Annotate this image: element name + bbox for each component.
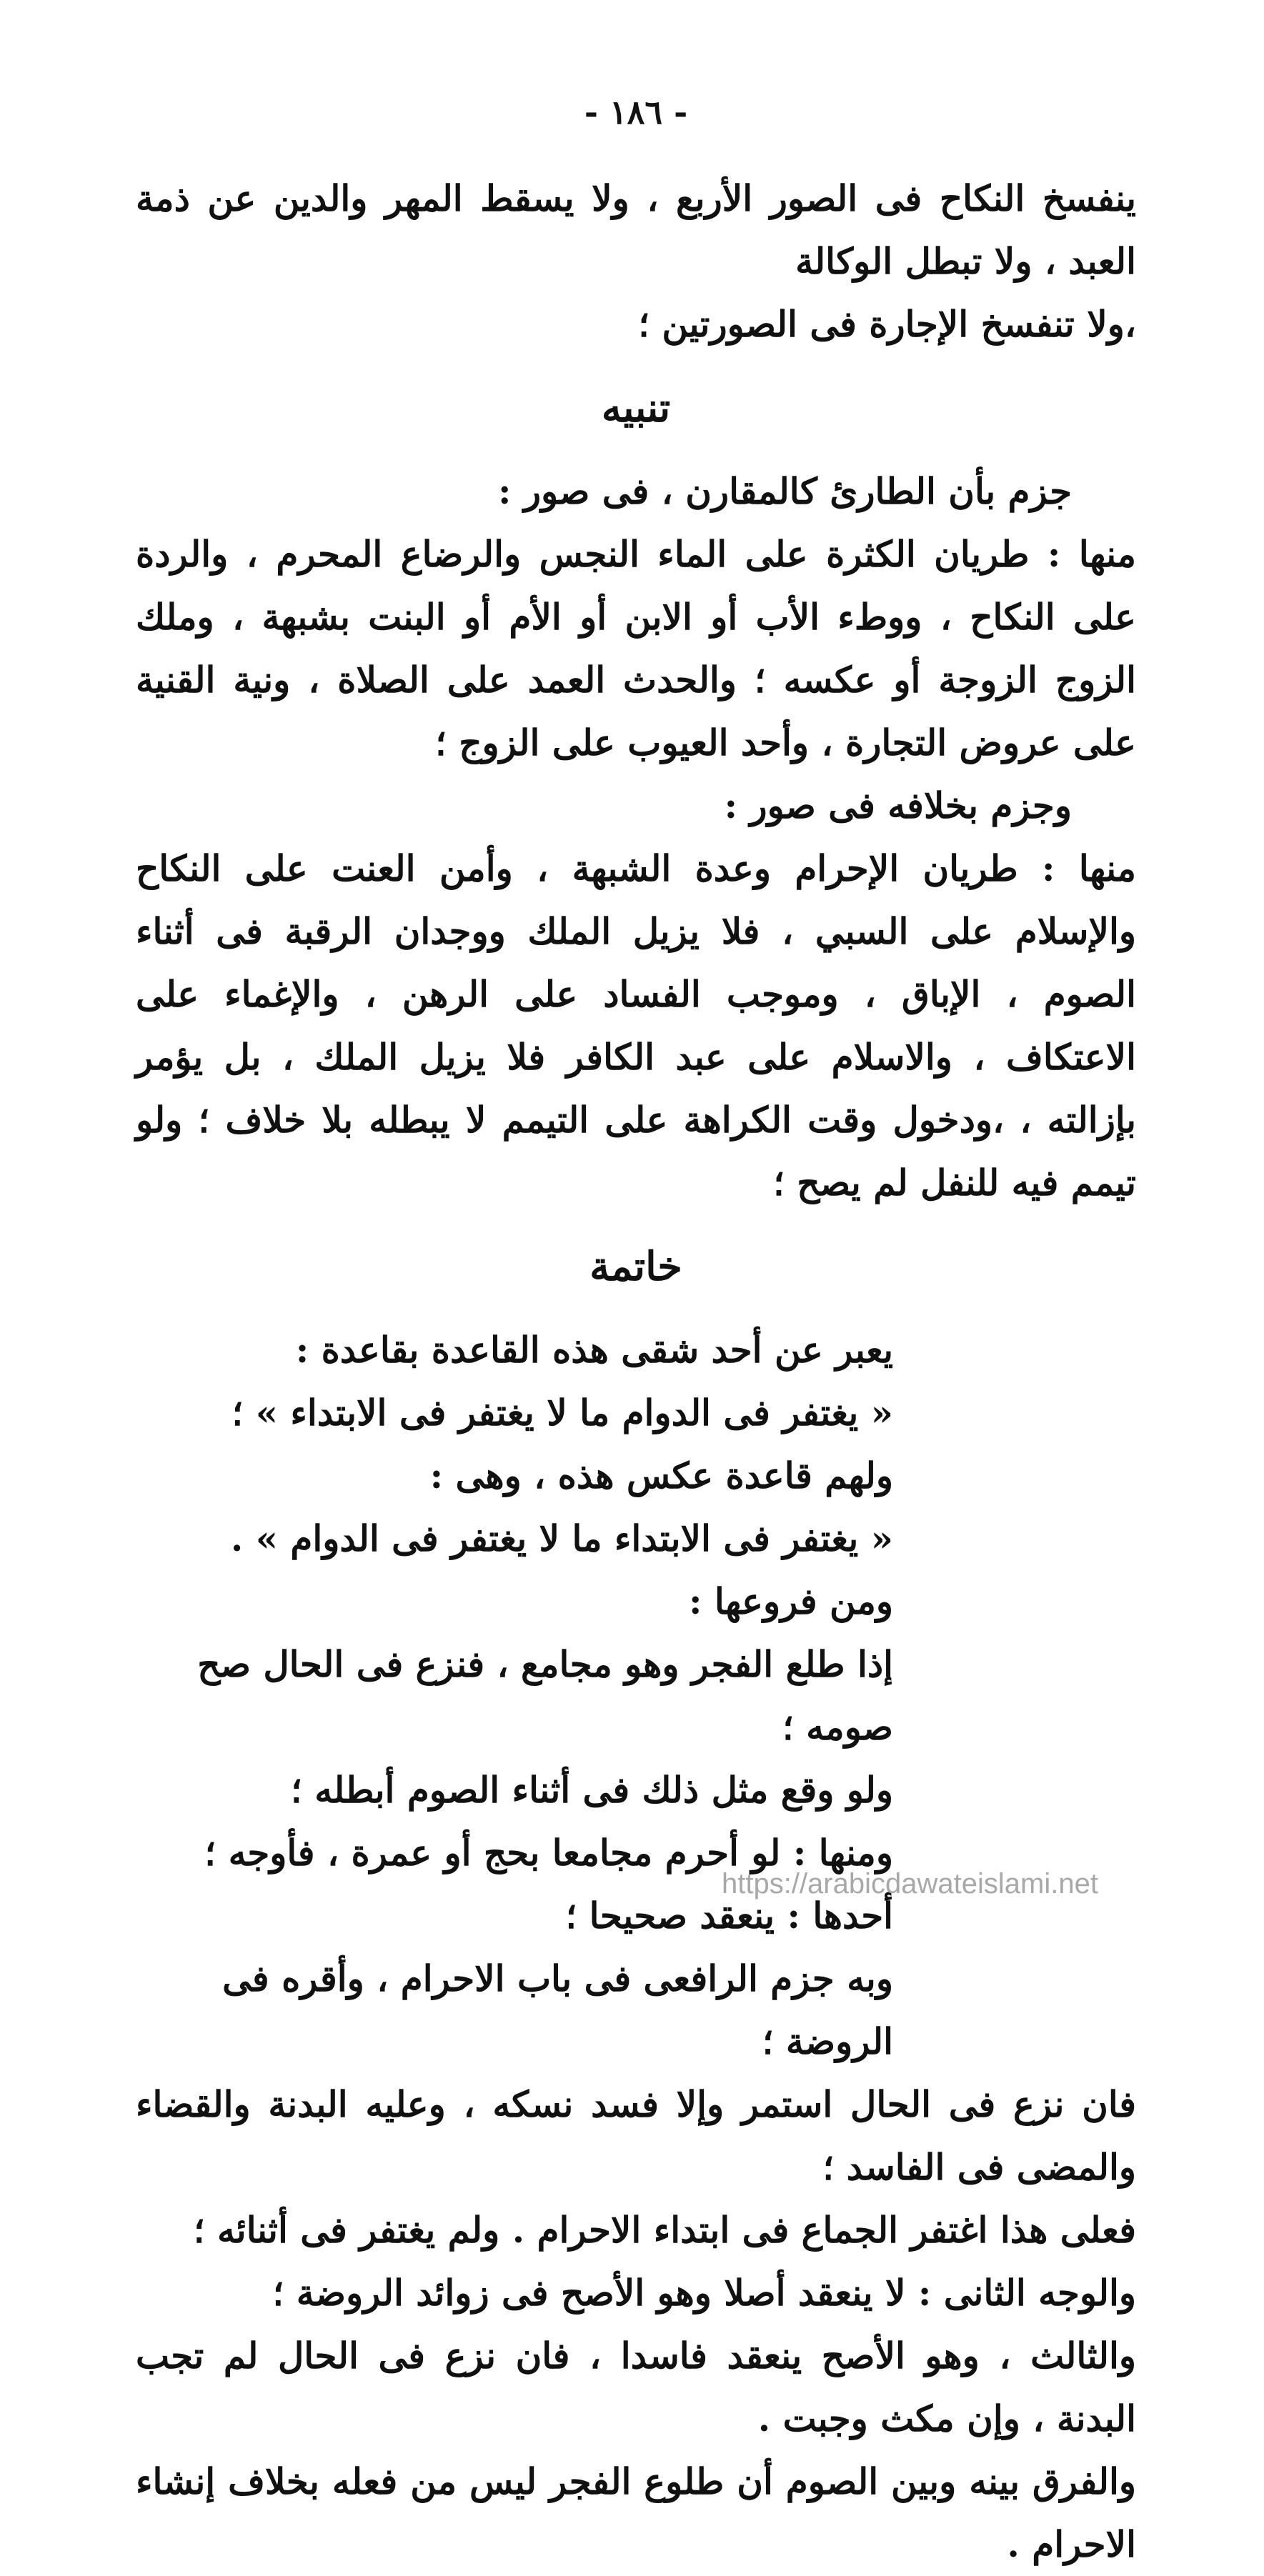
section2-line: ولو وقع مثل ذلك فى أثناء الصوم أبطله ؛	[290, 1769, 893, 1811]
section2-narrow-block	[136, 1319, 1136, 2073]
section2-line: وبه جزم الرافعى فى باب الاحرام ، وأقره فى الروضة ؛	[222, 1957, 893, 2062]
section-heading-khatima: خاتمة	[589, 1243, 682, 1290]
section-heading-tanbih: تنبيه	[601, 384, 671, 431]
document-page	[136, 93, 1136, 2576]
section2-full-line: والثالث ، وهو الأصح ينعقد فاسدا ، فان نزع فى الحال لم تجب البدنة ، وإن مكث وجبت .	[136, 2335, 1136, 2440]
section2-line: « يغتفر فى الدوام ما لا يغتفر فى الابتداء » ؛	[232, 1392, 893, 1434]
section2-line: « يغتفر فى الابتداء ما لا يغتفر فى الدوام » .	[230, 1517, 893, 1559]
section1-line-1: جزم بأن الطارئ كالمقارن ، فى صور :	[497, 470, 1072, 512]
section2-full-line: فان نزع فى الحال استمر وإلا فسد نسكه ، وعليه البدنة والقضاء والمضى فى الفاسد ؛	[136, 2083, 1136, 2188]
section2-full-line: والفرق بينه وبين الصوم أن طلوع الفجر ليس من فعله بخلاف إنشاء الاحرام .	[136, 2460, 1136, 2565]
section2-line: إذا طلع الفجر وهو مجامع ، فنزع فى الحال صح صومه ؛	[197, 1643, 893, 1748]
section2-line: أحدها : ينعقد صحيحا ؛	[565, 1894, 893, 1937]
section2-line: ومنها : لو أحرم مجامعا بحج أو عمرة ، فأوجه ؛	[204, 1832, 893, 1874]
section2-line: يعبر عن أحد شقى هذه القاعدة بقاعدة :	[295, 1329, 893, 1371]
intro-line-1: ينفسخ النكاح فى الصور الأربع ، ولا يسقط المهر والدين عن ذمة العبد ، ولا تبطل الوكالة	[136, 177, 1136, 282]
section2-full-line: فعلى هذا اغتفر الجماع فى ابتداء الاحرام . ولم يغتفر فى أثنائه ؛	[193, 2209, 1136, 2251]
section1-paragraph-2: منها : طريان الإحرام وعدة الشبهة ، وأمن العنت على النكاح والإسلام على السبي ، فلا يزيل الملك ووجدان الرقبة فى أثناء الصوم ، الإباق ، وموجب الفساد على الرهن ، والإغماء على الاعتكاف ، والاسلام على عبد الكافر فلا يزيل الملك ، بل يؤمر بإزالته ، ،ودخول وقت الكراهة على التيمم لا يبطله بلا خلاف ؛ ولو تيمم فيه للنفل لم يصح ؛	[136, 847, 1136, 1204]
source-watermark: https://arabicdawateislami.net	[722, 1868, 1098, 1899]
section1-line-3: وجزم بخلافه فى صور :	[724, 784, 1072, 827]
page-number: - ١٨٦ -	[584, 93, 688, 131]
section2-line: ومن فروعها :	[688, 1580, 893, 1622]
section1-paragraph-1: منها : طريان الكثرة على الماء النجس والرضاع المحرم ، والردة على النكاح ، ووطء الأب أو الابن أو الأم أو البنت بشبهة ، وملك الزوج الزوجة أو عكسه ؛ والحدث العمد على الصلاة ، ونية القنية على عروض التجارة ، وأحد العيوب على الزوج ؛	[136, 533, 1136, 764]
intro-line-2: ،ولا تنفسخ الإجارة فى الصورتين ؛	[638, 303, 1136, 345]
section2-full-line: والوجه الثانى : لا ينعقد أصلا وهو الأصح فى زوائد الروضة ؛	[272, 2272, 1136, 2314]
section2-line: ولهم قاعدة عكس هذه ، وهى :	[429, 1454, 893, 1497]
